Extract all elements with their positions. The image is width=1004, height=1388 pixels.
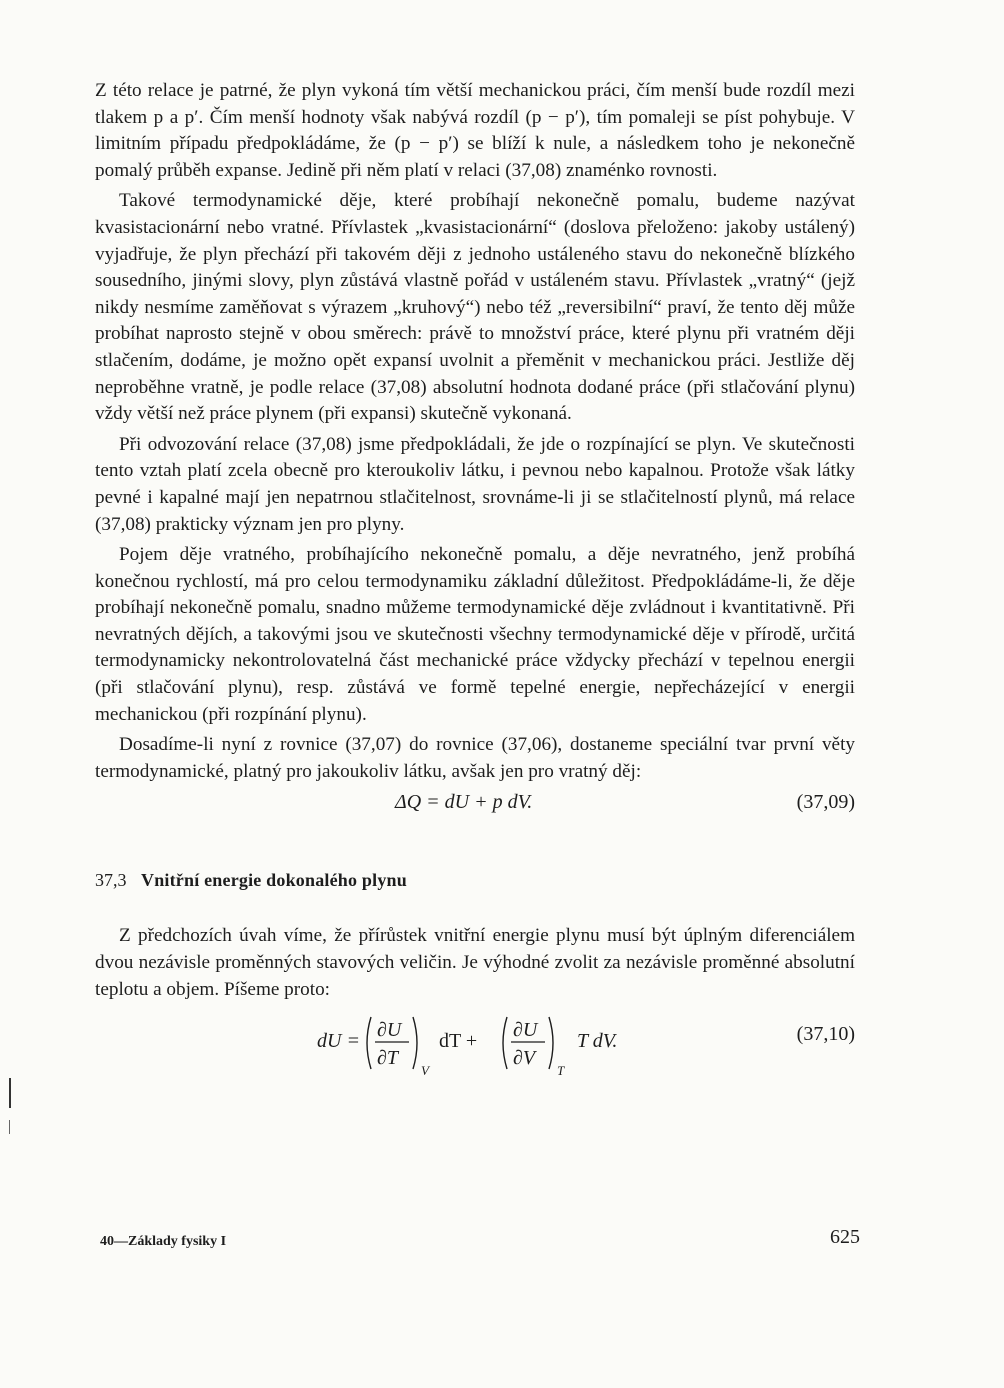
equation-text: ΔQ = dU + p dV.: [395, 791, 533, 814]
footer-signature: 40—Základy fysiky I: [100, 1234, 227, 1249]
paragraph: Při odvozování relace (37,08) jsme předpokládali, že jde o rozpínající se plyn. Ve skutečnosti tento vztah platí zcela obecně pro kteroukoliv látku, i pevnou nebo kapalnou. Protože však látky pevné i kapalné mají jen nepatrnou stlačitelnost, srovnáme-li ji se stlačitelností plynů, má relace (37,08) prakticky význam jen pro plyny.: [95, 433, 855, 535]
equation-number: (37,09): [796, 791, 855, 814]
paragraph: Z předchozích úvah víme, že přírůstek vnitřní energie plynu musí být úplným diferenciálem dvou nezávisle proměnných stavových veličin. Je výhodné zvolit za nezávisle proměnné absolutní teplotu a objem. Píšeme proto:: [95, 925, 855, 1000]
equation-lhs: dU =: [317, 1030, 360, 1053]
equation-mid: dT +: [439, 1030, 478, 1053]
page-body: [95, 78, 855, 1081]
page-number: 625: [830, 1226, 860, 1248]
paragraph: Takové termodynamické děje, které probíhají nekonečně pomalu, budeme nazývat kvasistacionární nebo vratné. Přívlastek „kvasistacionární“ (doslova přeloženo: jakoby ustálený) vyjadřuje, že plyn přechází při takovém ději z jednoho ustáleného stavu do nekonečně blízkého sousedního, jinými slovy, plyn zůstává vlastně pořád v ustáleném stavu. Přívlastek „vratný“ (jejž nikdy nesmíme zaměňovat s výrazem „kruhový“) nebo též „reversibilní“ praví, že tento děj může probíhat naprosto stejně v obou směrech: právě to množství práce, které plynu při vratném ději stlačením, dodáme, je možno opět expansí uvolnit a přeměnit v mechanickou práci. Jestliže děj neproběhne vratně, je podle relace (37,08) absolutní hodnota dodané práce (při stlačování plynu) vždy větší než práce plynem (při expansi) skutečně vykonaná.: [95, 190, 855, 425]
paragraph: Z této relace je patrné, že plyn vykoná tím větší mechanickou práci, čím menší bude rozdíl mezi tlakem p a p′. Čím menší hodnoty však nabývá rozdíl (p − p′), tím pomaleji se píst pohybuje. V limitním případu předpokládáme, že (p − p′) se blíží k nule, a následkem toho je nekonečně pomalý průběh expanse. Jedině při něm platí v relaci (37,08) znaménko rovnosti.: [95, 80, 855, 181]
equation-number: (37,10): [796, 1023, 855, 1046]
paragraph: Pojem děje vratného, probíhajícího nekonečně pomalu, a děje nevratného, jenž probíhá konečnou rychlostí, má pro celou termodynamiku základní důležitost. Předpokládáme-li, že děje probíhají nekonečně pomalu, snadno můžeme termodynamické děje zvládnout i kvantitativně. Při nevratných dějích, a takovými jsou ve skutečnosti všechny termodynamické děje v přírodě, určitá termodynamicky nekontrolovatelná část mechanické práce vždycky přechází v tepelnou energii (při stlačování plynu), resp. zůstává ve formě tepelné energie, nepřecházející v energii mechanickou (při rozpínání plynu).: [95, 544, 855, 725]
section-heading: [95, 867, 855, 893]
derivative-denominator: ∂T: [377, 1047, 399, 1070]
margin-mark: [9, 1078, 11, 1108]
derivative-denominator: ∂V: [513, 1047, 536, 1070]
margin-mark: [9, 1120, 10, 1134]
equation-rhs: T dV.: [577, 1030, 618, 1053]
derivative-subscript: V: [421, 1063, 429, 1079]
derivative-subscript: T: [557, 1063, 565, 1079]
equation-formula: [317, 1009, 737, 1081]
paragraph: Dosadíme-li nyní z rovnice (37,07) do rovnice (37,06), dostaneme speciální tvar první věty termodynamické, platný pro jakoukoliv látku, avšak jen pro vratný děj:: [95, 734, 855, 782]
equation-first-law: [95, 785, 855, 819]
derivative-numerator: ∂U: [513, 1019, 538, 1042]
section-number: 37,3: [95, 870, 127, 891]
equation-internal-energy: [95, 1009, 855, 1081]
derivative-numerator: ∂U: [377, 1019, 402, 1042]
section-title: Vnitřní energie dokonalého plynu: [141, 870, 407, 891]
